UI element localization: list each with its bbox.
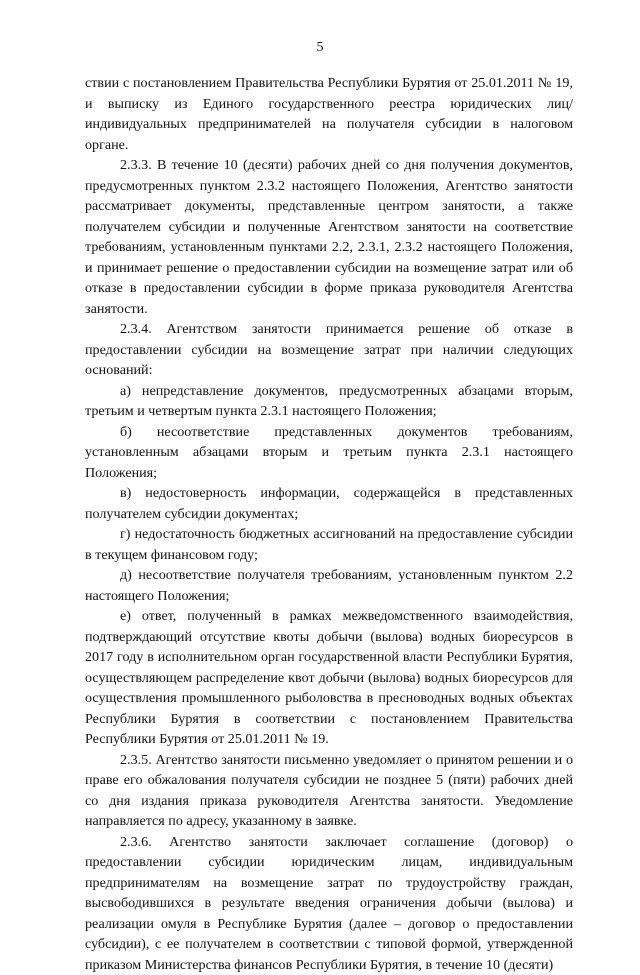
list-item-e: е) ответ, полученный в рамках межведомственного взаимодействия, подтверждающий отсутствие квоты добычи (вылова) водных биоресурсов в 2017 году в исполнительном орган государственной власти Республики Бурятия, осуществляющем распределение квот добычи (вылова) водных биоресурсов для осуществления промышленного рыболовства в пресноводных водных объектах Республики Бурятия в соответствии с постановлением Правительства Республики Бурятия от 25.01.2011 № 19.	[85, 606, 573, 750]
list-item-b: б) несоответствие представленных документов требованиям, установленным абзацами вторым и третьим пункта 2.3.1 настоящего Положения;	[85, 422, 573, 484]
paragraph-2-3-4: 2.3.4. Агентством занятости принимается решение об отказе в предоставлении субсидии на возмещение затрат при наличии следующих оснований:	[85, 319, 573, 381]
list-item-g: г) недостаточность бюджетных ассигнований на предоставление субсидии в текущем финансовом году;	[85, 524, 573, 565]
paragraph-2-3-6: 2.3.6. Агентство занятости заключает соглашение (договор) о предоставлении субсидии юридическим лицам, индивидуальным предпринимателям на возмещение затрат по трудоустройству граждан, высвободившихся в результате введения ограничения добычи (вылова) и реализации омуля в Республике Бурятия (далее – договор о предоставлении субсидии), с ее получателем в соответствии с типовой формой, утвержденной приказом Министерства финансов Республики Бурятия, в течение 10 (десяти)	[85, 832, 573, 975]
paragraph-2-3-3: 2.3.3. В течение 10 (десяти) рабочих дней со дня получения документов, предусмотренных пунктом 2.3.2 настоящего Положения, Агентство занятости рассматривает документы, представленные центром занятости, а также получателем субсидии и полученные Агентством занятости на соответствие требованиям, установленным пунктами 2.2, 2.3.1, 2.3.2 настоящего Положения, и принимает решение о предоставлении субсидии на возмещение затрат или об отказе в предоставлении субсидии в форме приказа руководителя Агентства занятости.	[85, 155, 573, 319]
list-item-a: а) непредставление документов, предусмотренных абзацами вторым, третьим и четвертым пункта 2.3.1 настоящего Положения;	[85, 381, 573, 422]
page-number: 5	[0, 40, 640, 56]
list-item-d: д) несоответствие получателя требованиям, установленным пунктом 2.2 настоящего Положения;	[85, 565, 573, 606]
document-body	[85, 73, 573, 975]
paragraph-2-3-5: 2.3.5. Агентство занятости письменно уведомляет о принятом решении и о праве его обжалования получателя субсидии не позднее 5 (пяти) рабочих дней со дня издания приказа руководителя Агентства занятости. Уведомление направляется по адресу, указанному в заявке.	[85, 750, 573, 832]
list-item-v: в) недостоверность информации, содержащейся в представленных получателем субсидии документах;	[85, 483, 573, 524]
paragraph-continuation: ствии с постановлением Правительства Республики Бурятия от 25.01.2011 № 19, и выписку из Единого государственного реестра юридических лиц/индивидуальных предпринимателей на получателя субсидии в налоговом органе.	[85, 73, 573, 155]
